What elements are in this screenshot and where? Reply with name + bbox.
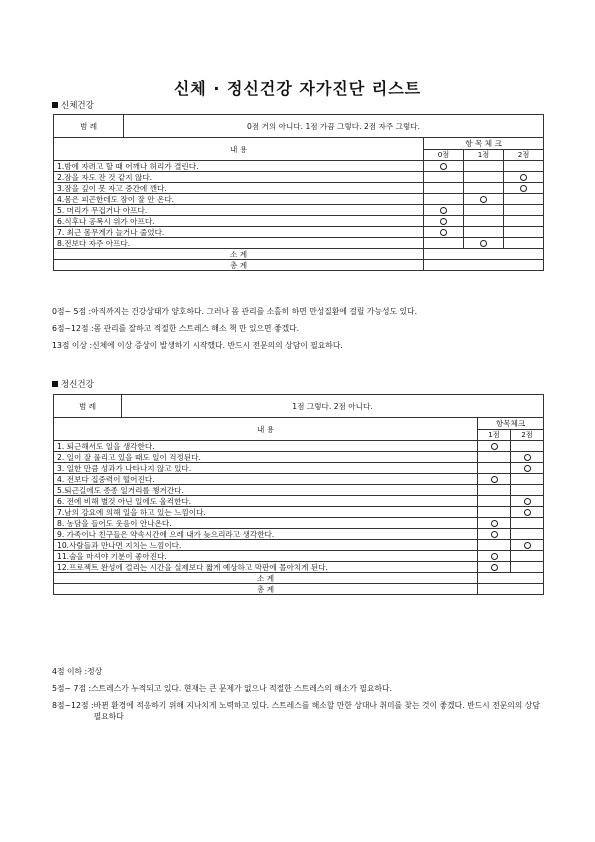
physical-scale-text: 0점 거의 아니다. 1점 가끔 그렇다. 2점 자주 그렇다. <box>124 115 544 138</box>
check-cell[interactable] <box>504 238 544 249</box>
check-cell[interactable] <box>478 507 511 518</box>
circle-mark-icon <box>440 163 447 170</box>
table-row <box>54 540 544 551</box>
item-text: 8. 농담을 들어도 웃음이 안나온다. <box>54 518 478 529</box>
item-text: 2. 일이 잘 풀리고 있을 때도 일이 걱정된다. <box>54 452 478 463</box>
check-cell[interactable] <box>511 485 544 496</box>
check-cell[interactable] <box>424 205 464 216</box>
circle-mark-icon <box>491 553 498 560</box>
table-row <box>54 172 544 183</box>
mental-subtotal-label: 소 계 <box>54 573 478 584</box>
table-row <box>54 507 544 518</box>
physical-subtotal-label: 소 계 <box>54 249 424 260</box>
mental-section-label <box>52 378 94 390</box>
circle-mark-icon <box>524 542 531 549</box>
check-cell[interactable] <box>511 529 544 540</box>
check-cell[interactable] <box>464 216 504 227</box>
check-cell[interactable] <box>511 507 544 518</box>
mental-subtotal-row <box>54 573 544 584</box>
circle-mark-icon <box>491 443 498 450</box>
circle-mark-icon <box>520 174 527 181</box>
table-row <box>54 551 544 562</box>
check-cell[interactable] <box>424 216 464 227</box>
mental-header-row <box>54 418 544 430</box>
check-cell[interactable] <box>424 183 464 194</box>
check-cell[interactable] <box>478 551 511 562</box>
check-cell[interactable] <box>464 227 504 238</box>
table-row <box>54 183 544 194</box>
mental-subtotal-value <box>478 573 544 584</box>
mental-scale-label: 범 례 <box>54 395 122 418</box>
item-text: 5. 머리가 무겁거나 아프다. <box>54 205 424 216</box>
check-cell[interactable] <box>511 551 544 562</box>
check-cell[interactable] <box>464 238 504 249</box>
check-cell[interactable] <box>478 518 511 529</box>
physical-scale-label: 범 례 <box>54 115 124 138</box>
circle-mark-icon <box>520 185 527 192</box>
table-row <box>54 452 544 463</box>
circle-mark-icon <box>491 520 498 527</box>
check-cell[interactable] <box>511 452 544 463</box>
mental-scale-row <box>54 395 544 418</box>
physical-content-header: 내 용 <box>54 138 424 161</box>
check-cell[interactable] <box>478 529 511 540</box>
item-text: 7. 최근 몸무게가 늘거나 줄었다. <box>54 227 424 238</box>
item-text: 12.프로젝트 완성에 걸리는 시간을 실제보다 짧게 예상하고 막판에 몰아치게 된다. <box>54 562 478 573</box>
circle-mark-icon <box>491 531 498 538</box>
table-row <box>54 238 544 249</box>
physical-section-label <box>52 99 94 111</box>
mental-scoring-guide <box>52 666 547 728</box>
mental-check-table <box>53 394 544 595</box>
mental-content-header: 내 용 <box>54 418 478 441</box>
physical-subtotal-value <box>424 249 544 260</box>
scoring-row: 4점 이하 : 정상 <box>52 667 103 676</box>
physical-scale-row <box>54 115 544 138</box>
check-cell[interactable] <box>478 441 511 452</box>
page-title: 신체 · 정신건강 자가진단 리스트 <box>173 79 422 98</box>
check-cell[interactable] <box>504 183 544 194</box>
check-cell[interactable] <box>478 463 511 474</box>
check-cell[interactable] <box>478 562 511 573</box>
circle-mark-icon <box>440 229 447 236</box>
table-row <box>54 216 544 227</box>
mental-score-header: 1점 <box>478 429 511 441</box>
mental-total-value <box>478 584 544 595</box>
circle-mark-icon <box>480 196 487 203</box>
circle-mark-icon <box>440 207 447 214</box>
physical-score-header: 0점 <box>424 149 464 161</box>
circle-mark-icon <box>524 454 531 461</box>
check-cell[interactable] <box>464 194 504 205</box>
physical-total-row <box>54 260 544 271</box>
item-text: 4.몸은 피곤한데도 잠이 잘 안 온다. <box>54 194 424 205</box>
check-cell[interactable] <box>511 496 544 507</box>
item-text: 3.잠을 깊이 못 자고 중간에 깬다. <box>54 183 424 194</box>
table-row <box>54 562 544 573</box>
check-cell[interactable] <box>464 172 504 183</box>
check-cell[interactable] <box>504 205 544 216</box>
mental-section-title: 정신건강 <box>61 380 94 390</box>
table-row <box>54 485 544 496</box>
check-cell[interactable] <box>511 474 544 485</box>
check-cell[interactable] <box>478 496 511 507</box>
table-row <box>54 441 544 452</box>
physical-check-table <box>53 114 544 271</box>
check-cell[interactable] <box>478 540 511 551</box>
check-cell[interactable] <box>424 227 464 238</box>
item-text: 9. 가족이나 친구들은 약속시간에 으레 내가 늦으리라고 생각한다. <box>54 529 478 540</box>
table-row <box>54 227 544 238</box>
circle-mark-icon <box>524 465 531 472</box>
physical-score-header: 1점 <box>464 149 504 161</box>
mental-total-row <box>54 584 544 595</box>
item-text: 4. 전보다 집중력이 떨어진다. <box>54 474 478 485</box>
check-cell[interactable] <box>511 518 544 529</box>
table-row <box>54 194 544 205</box>
table-row <box>54 463 544 474</box>
physical-subtotal-row <box>54 249 544 260</box>
check-cell[interactable] <box>504 161 544 172</box>
black-square-icon <box>52 381 58 387</box>
circle-mark-icon <box>524 498 531 505</box>
scoring-row: 8점~12점 : 바뀐 환경에 적응하기 위해 지나치게 노력하고 있다. 스트레스를 해소할 만한 상대나 취미를 찾는 것이 좋겠다. 반드시 전문의의 상담 필요하다 <box>52 701 540 721</box>
check-cell[interactable] <box>511 463 544 474</box>
physical-total-value <box>424 260 544 271</box>
item-text: 6. 전에 비해 별것 아닌 일에도 울컥한다. <box>54 496 478 507</box>
item-text: 6.식후나 공복시 위가 아프다. <box>54 216 424 227</box>
circle-mark-icon <box>480 240 487 247</box>
physical-scoring-guide <box>52 306 547 357</box>
scoring-row: 0점~ 5점 : 아직까지는 건강상태가 양호하다. 그러나 몸 관리를 소홀히 하면 만성질환에 걸릴 가능성도 있다. <box>52 307 418 316</box>
item-text: 3. 일한 만큼 성과가 나타나지 않고 있다. <box>54 463 478 474</box>
black-square-icon <box>52 102 58 108</box>
table-row <box>54 161 544 172</box>
check-cell[interactable] <box>504 194 544 205</box>
item-text: 1. 퇴근해서도 일을 생각한다. <box>54 441 478 452</box>
check-cell[interactable] <box>424 161 464 172</box>
mental-total-label: 총 계 <box>54 584 478 595</box>
item-text: 7.남의 강요에 의해 일을 하고 있는 느낌이다. <box>54 507 478 518</box>
check-cell[interactable] <box>511 540 544 551</box>
circle-mark-icon <box>524 509 531 516</box>
mental-score-header: 2점 <box>511 429 544 441</box>
table-row <box>54 496 544 507</box>
scoring-row: 6점~12점 : 몸 관리를 잘하고 적절한 스트레스 해소 책 만 있으면 좋겠다. <box>52 324 300 333</box>
check-cell[interactable] <box>478 485 511 496</box>
circle-mark-icon <box>440 218 447 225</box>
check-cell[interactable] <box>504 227 544 238</box>
item-text: 10.사람들과 만나면 지치는 느낌이다. <box>54 540 478 551</box>
physical-score-header: 2점 <box>504 149 544 161</box>
item-text: 8.전보다 자주 아프다. <box>54 238 424 249</box>
physical-check-header: 항 목 체 크 <box>424 138 544 150</box>
mental-scale-text: 1점 그렇다. 2점 아니다. <box>122 395 544 418</box>
check-cell[interactable] <box>464 161 504 172</box>
physical-header-row <box>54 138 544 150</box>
check-cell[interactable] <box>504 172 544 183</box>
item-text: 5.퇴근길에도 종종 일거리를 챙겨간다. <box>54 485 478 496</box>
check-cell[interactable] <box>464 183 504 194</box>
check-cell[interactable] <box>511 441 544 452</box>
check-cell[interactable] <box>478 452 511 463</box>
physical-section-title: 신체건강 <box>61 101 94 111</box>
table-row <box>54 529 544 540</box>
mental-check-header: 항목체크 <box>478 418 544 430</box>
table-row <box>54 518 544 529</box>
check-cell[interactable] <box>424 238 464 249</box>
check-cell[interactable] <box>478 474 511 485</box>
circle-mark-icon <box>491 564 498 571</box>
check-cell[interactable] <box>464 205 504 216</box>
scoring-row: 13점 이상 : 신체에 이상 증상이 발생하기 시작했다. 반드시 전문의의 상담이 필요하다. <box>52 341 343 350</box>
circle-mark-icon <box>491 476 498 483</box>
item-text: 1.밤에 자려고 할 때 어깨나 허리가 결린다. <box>54 161 424 172</box>
check-cell[interactable] <box>504 216 544 227</box>
scoring-row: 5점~ 7점 : 스트레스가 누적되고 있다. 현재는 큰 문제가 없으나 적절한 스트레스의 해소가 필요하다. <box>52 684 392 693</box>
check-cell[interactable] <box>424 194 464 205</box>
item-text: 11.술을 마셔야 기분이 좋아진다. <box>54 551 478 562</box>
check-cell[interactable] <box>511 562 544 573</box>
table-row <box>54 474 544 485</box>
item-text: 2.잠을 자도 잔 것 같지 않다. <box>54 172 424 183</box>
table-row <box>54 205 544 216</box>
physical-total-label: 총 계 <box>54 260 424 271</box>
check-cell[interactable] <box>424 172 464 183</box>
